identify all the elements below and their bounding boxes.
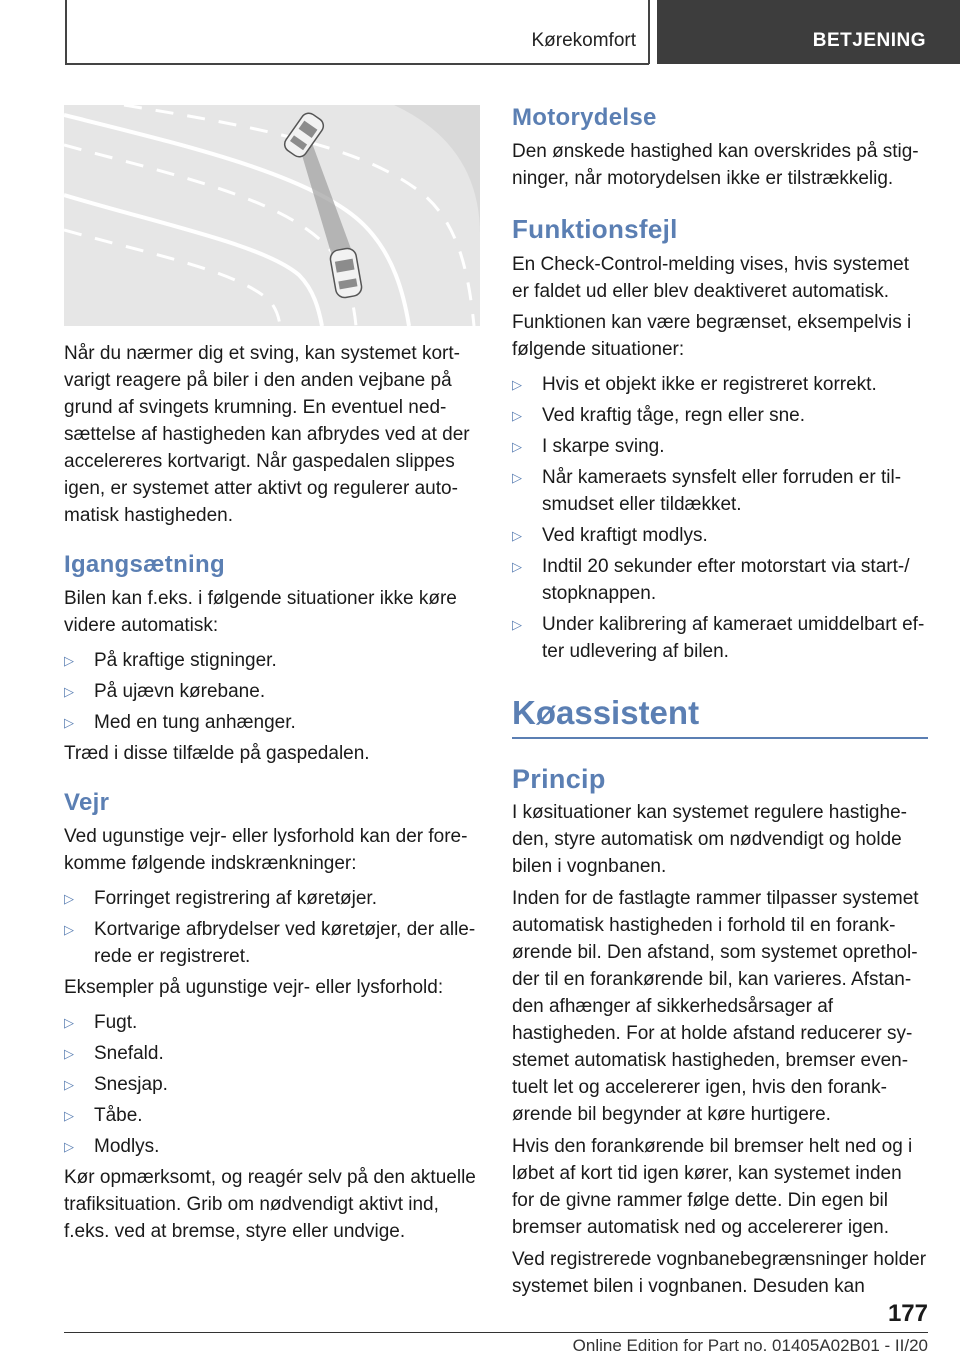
header-chapter-title: BETJENING xyxy=(812,30,926,51)
igangsaetning-text: Bilen kan f.eks. i følgende situationer ikke køre videre automatisk: xyxy=(64,588,457,636)
triangle-bullet-icon: ▷ xyxy=(64,1108,74,1123)
vejr-list xyxy=(64,885,480,970)
triangle-bullet-icon: ▷ xyxy=(512,470,522,485)
princip-heading: Princip xyxy=(512,764,606,794)
igangsaetning-list xyxy=(64,647,480,736)
header-section-title: Kørekomfort xyxy=(531,30,636,51)
list-item: ▷ Modlys. xyxy=(64,1133,480,1160)
triangle-bullet-icon: ▷ xyxy=(512,559,522,574)
list-item: ▷ I skarpe sving. xyxy=(512,433,928,460)
vejr-heading: Vejr xyxy=(64,789,110,816)
triangle-bullet-icon: ▷ xyxy=(512,377,522,392)
triangle-bullet-icon: ▷ xyxy=(64,1046,74,1061)
princip-paragraph-3: Hvis den forankørende bil bremser helt ned og i løbet af kort tid igen kører, kan systemet inden for de givne rammer følge dette. Din egen bil bremser automatisk ned og accelererer igen. xyxy=(512,1136,913,1238)
triangle-bullet-icon: ▷ xyxy=(64,1139,74,1154)
list-item: ▷ Snefald. xyxy=(64,1040,480,1067)
triangle-bullet-icon: ▷ xyxy=(512,617,522,632)
vejr-examples-intro: Eksempler på ugunstige vejr- eller lysforhold: xyxy=(64,977,444,998)
triangle-bullet-icon: ▷ xyxy=(512,439,522,454)
funktionsfejl-list xyxy=(512,371,928,665)
funktionsfejl-heading: Funktionsfejl xyxy=(512,214,678,244)
triangle-bullet-icon: ▷ xyxy=(64,653,74,668)
funktionsfejl-text-1: En Check-Control-melding vises, hvis systemet er faldet ud eller blev deaktiveret automatisk. xyxy=(512,254,910,302)
triangle-bullet-icon: ▷ xyxy=(64,684,74,699)
funktionsfejl-text-2: Funktionen kan være begrænset, eksempelvis i følgende situationer: xyxy=(512,312,912,360)
list-item: ▷ Indtil 20 sekunder efter motorstart via start-/ stopknappen. xyxy=(512,553,928,607)
vejr-closing: Kør opmærksomt, og reagér selv på den aktuelle trafiksituation. Grib om nødvendigt aktivt ind, f.eks. ved at bremse, styre eller undvige. xyxy=(64,1167,476,1242)
section-motorydelse xyxy=(512,104,928,192)
koeassistent-heading: Køassistent xyxy=(512,694,700,731)
igangsaetning-heading: Igangsætning xyxy=(64,551,225,578)
koeassistent-heading-rule xyxy=(512,737,928,739)
list-item: ▷ Med en tung anhænger. xyxy=(64,709,480,736)
list-item: ▷ Fugt. xyxy=(64,1009,480,1036)
footer-rule xyxy=(64,1332,928,1333)
list-item: ▷ På kraftige stigninger. xyxy=(64,647,480,674)
vejr-text: Ved ugunstige vejr- eller lysforhold kan der forekomme følgende indskrænkninger: xyxy=(64,826,468,874)
intro-paragraph-block xyxy=(64,340,480,529)
section-funktionsfejl xyxy=(512,214,928,669)
princip-paragraph-4: Ved registrerede vognbanebegrænsninger holder systemet bilen i vognbanen. Desuden kan xyxy=(512,1249,927,1297)
footer-edition: Online Edition for Part no. 01405A02B01 - II/20 xyxy=(572,1336,928,1355)
list-item: ▷ Kortvarige afbrydelser ved køretøjer, der allerede er registreret. xyxy=(64,916,480,970)
list-item: ▷ Ved kraftigt modlys. xyxy=(512,522,928,549)
triangle-bullet-icon: ▷ xyxy=(512,408,522,423)
section-princip xyxy=(512,764,928,1300)
vejr-examples-list xyxy=(64,1009,480,1160)
koeassistent-heading-block xyxy=(512,694,928,732)
section-igangsaetning xyxy=(64,551,480,767)
triangle-bullet-icon: ▷ xyxy=(64,1015,74,1030)
list-item: ▷ Hvis et objekt ikke er registreret korrekt. xyxy=(512,371,928,398)
header-rule-divider xyxy=(648,0,650,64)
triangle-bullet-icon: ▷ xyxy=(512,528,522,543)
triangle-bullet-icon: ▷ xyxy=(64,891,74,906)
header-rule-left xyxy=(65,0,67,64)
motorydelse-text: Den ønskede hastighed kan overskrides på stigninger, når motorydelsen ikke er tilstrækkelig. xyxy=(512,141,919,189)
list-item: ▷ Ved kraftig tåge, regn eller sne. xyxy=(512,402,928,429)
intro-paragraph: Når du nærmer dig et sving, kan systemet kortvarigt reagere på biler i den anden vejbane på grund af svingets krumning. En eventuel nedsættelse af hastigheden kan afbrydes ved at der accelereres kortvarigt. Når gaspedalen slippes igen, er systemet atter aktivt og regulerer automatisk hastigheden. xyxy=(64,343,470,526)
page-number: 177 xyxy=(887,1300,928,1327)
road-curve-graphic xyxy=(64,105,480,326)
igangsaetning-after: Træd i disse tilfælde på gaspedalen. xyxy=(64,743,370,764)
triangle-bullet-icon: ▷ xyxy=(64,922,74,937)
list-item: ▷ Snesjap. xyxy=(64,1071,480,1098)
motorydelse-heading: Motorydelse xyxy=(512,104,657,131)
triangle-bullet-icon: ▷ xyxy=(64,715,74,730)
list-item: ▷ Tåbe. xyxy=(64,1102,480,1129)
section-vejr xyxy=(64,789,480,1245)
curve-traffic-illustration xyxy=(64,105,480,326)
triangle-bullet-icon: ▷ xyxy=(64,1077,74,1092)
list-item: ▷ På ujævn kørebane. xyxy=(64,678,480,705)
header-rule-bottom xyxy=(65,63,649,65)
list-item: ▷ Når kameraets synsfelt eller forruden er tilsmudset eller tildækket. xyxy=(512,464,928,518)
princip-paragraph-2: Inden for de fastlagte rammer tilpasser systemet automatisk hastigheden i forhold til en forankørende bil. Den afstand, som systemet opretholder til en forankørende bil, kan varieres. Afstanden afhænger af sikkerhedsårsager af hastigheden. For at holde afstand reducerer systemet automatisk hastigheden, bremser eventuelt let og accelererer igen, hvis den forankørende bil begynder at køre hurtigere. xyxy=(512,888,919,1125)
header-chapter-tab xyxy=(657,0,960,64)
princip-paragraph-1: I køsituationer kan systemet regulere hastigheden, styre automatisk om nødvendigt og holde bilen i vognbanen. xyxy=(512,802,907,877)
list-item: ▷ Under kalibrering af kameraet umiddelbart efter udlevering af bilen. xyxy=(512,611,928,665)
list-item: ▷ Forringet registrering af køretøjer. xyxy=(64,885,480,912)
